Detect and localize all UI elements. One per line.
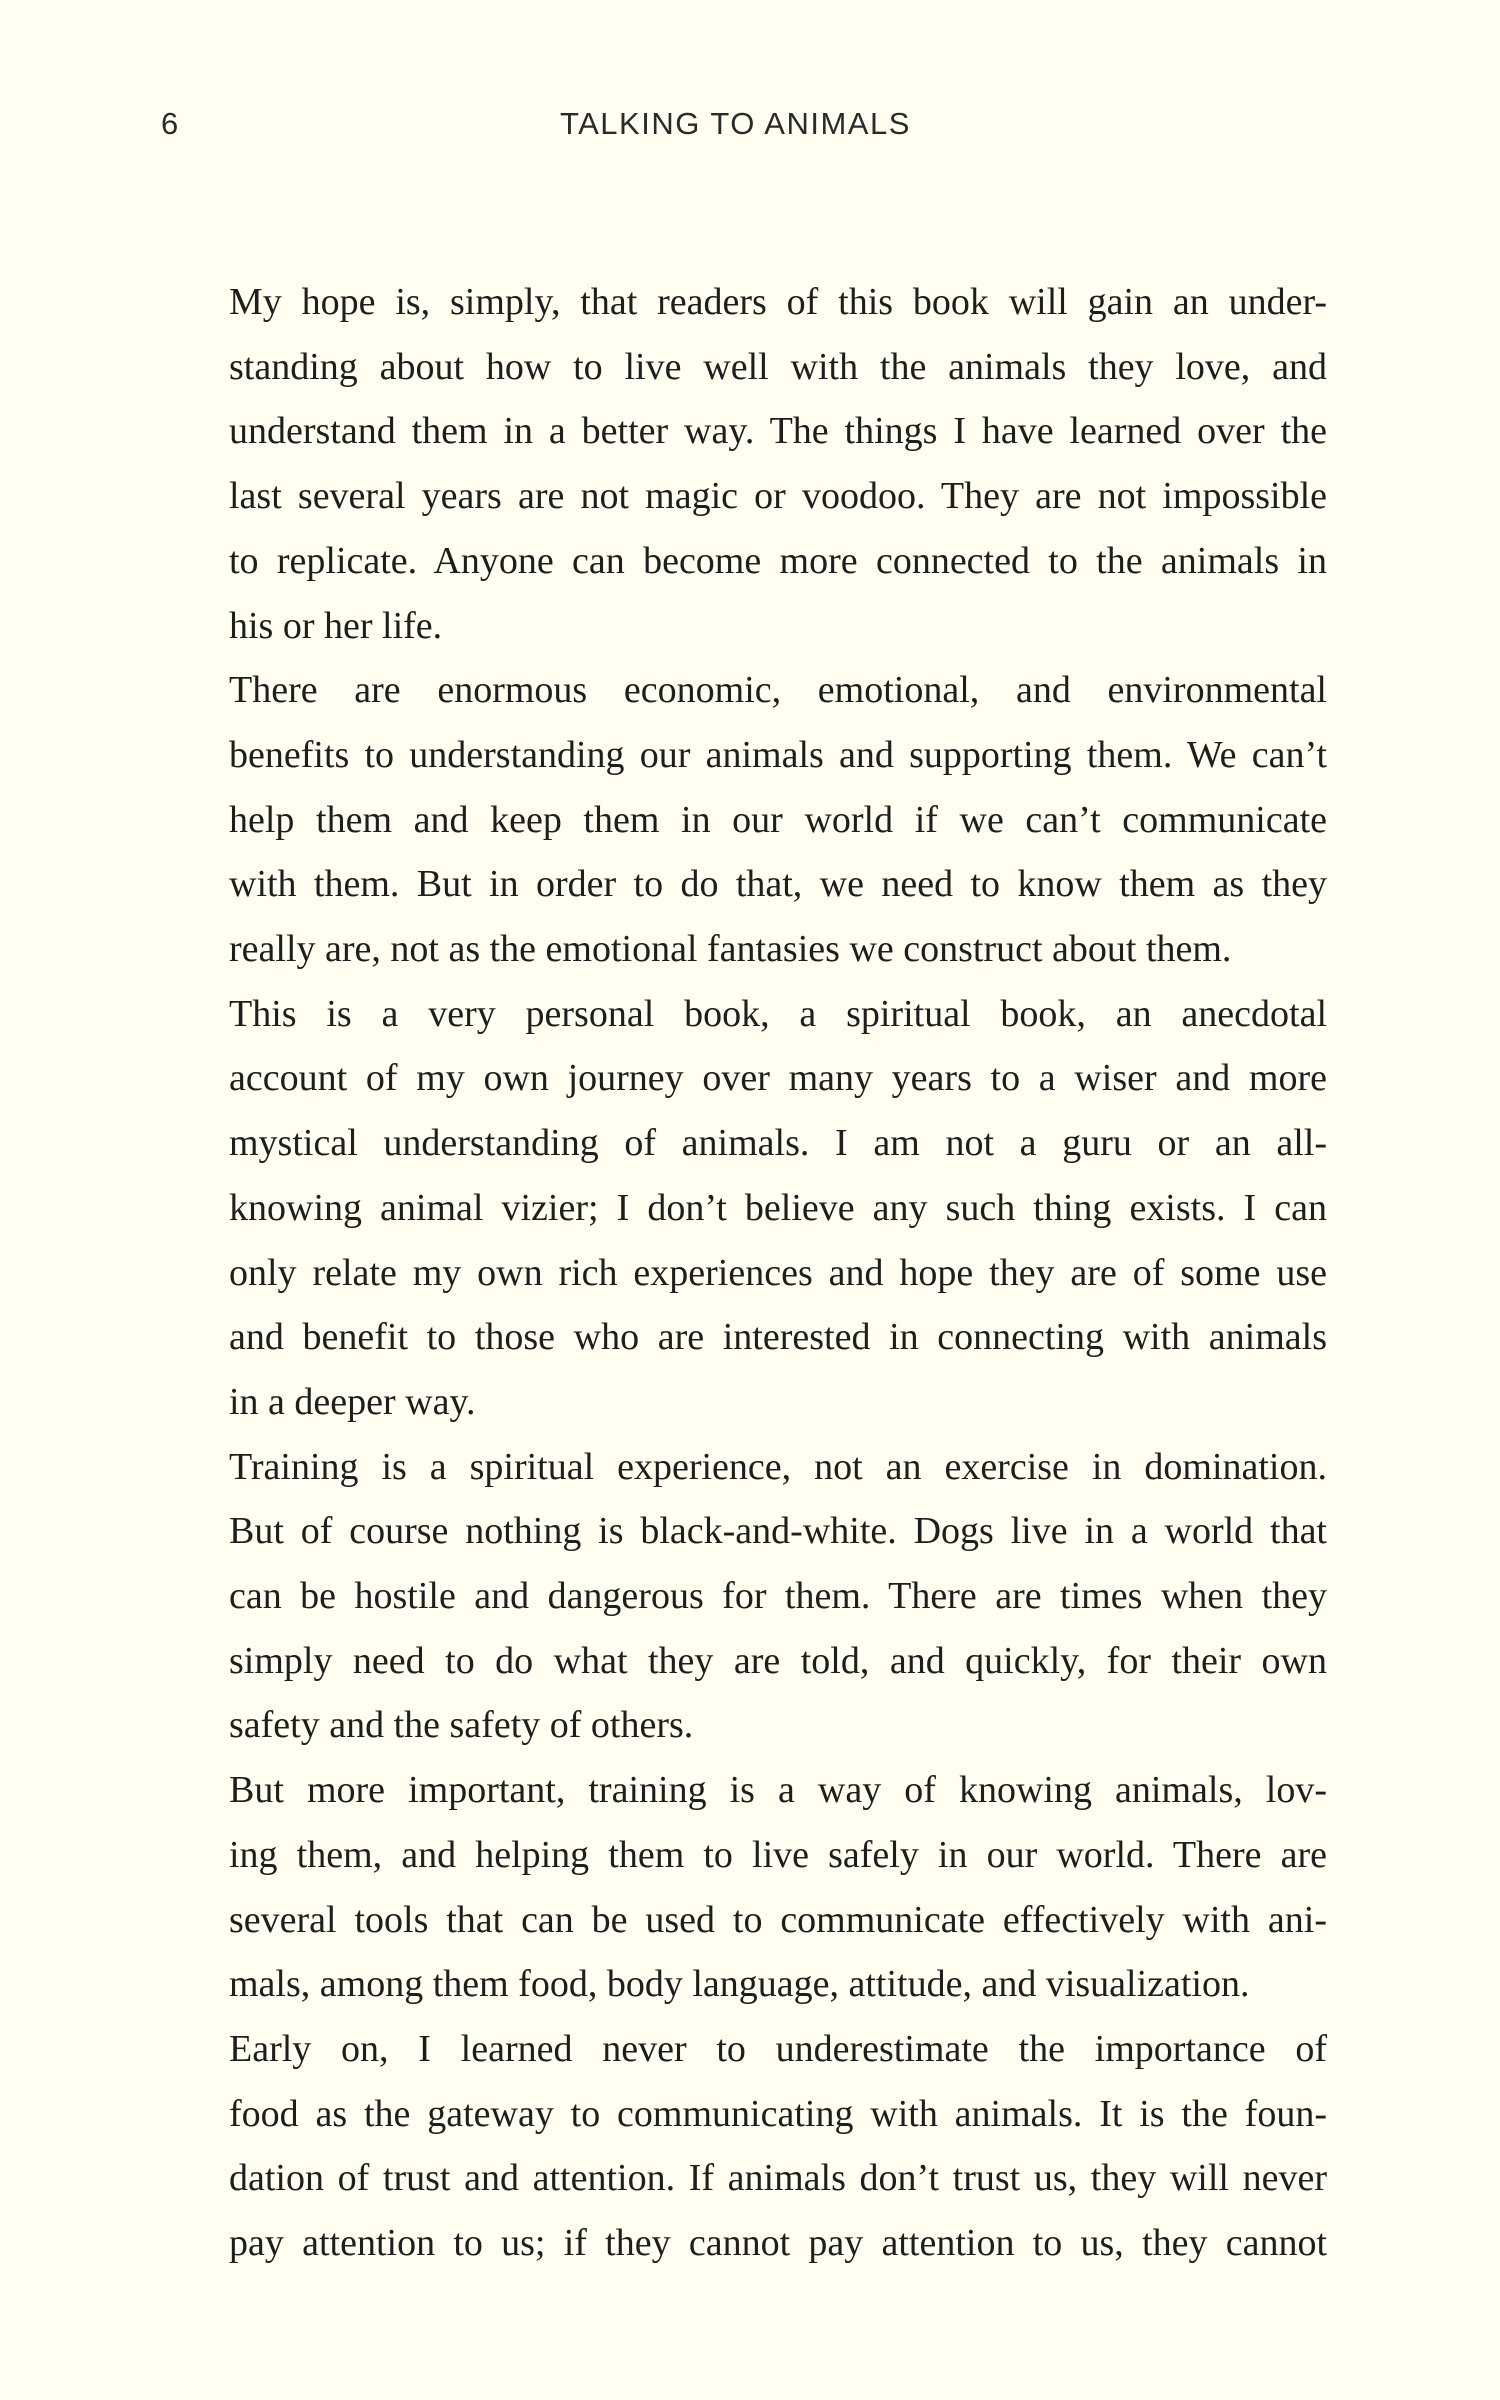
text-line: to replicate. Anyone can become more connected to the animals in [229, 539, 1327, 582]
paragraph [161, 1758, 1327, 2017]
paragraph [161, 982, 1327, 1435]
paragraph [161, 658, 1327, 982]
text-line: only relate my own rich experiences and hope they are of some use [229, 1251, 1327, 1294]
text-line: his or her life. [229, 604, 443, 647]
text-line: This is a very personal book, a spiritual book, an anecdotal [229, 992, 1327, 1035]
text-line: ing them, and helping them to live safely in our world. There are [229, 1833, 1327, 1876]
running-head [0, 100, 1500, 160]
text-line: in a deeper way. [229, 1380, 476, 1423]
text-line: simply need to do what they are told, and quickly, for their own [229, 1639, 1327, 1682]
text-line: But more important, training is a way of knowing animals, lov- [229, 1769, 1327, 1812]
text-line: last several years are not magic or voodoo. They are not impossible [229, 475, 1327, 518]
text-line: food as the gateway to communicating with animals. It is the foun- [229, 2092, 1327, 2135]
text-line: dation of trust and attention. If animals don’t trust us, they will never [229, 2157, 1327, 2200]
text-line: can be hostile and dangerous for them. There are times when they [229, 1575, 1327, 1618]
paragraph [161, 270, 1327, 658]
text-line: account of my own journey over many years to a wiser and more [229, 1057, 1327, 1100]
text-line: understand them in a better way. The things I have learned over the [229, 410, 1327, 453]
text-line: pay attention to us; if they cannot pay attention to us, they cannot [229, 2222, 1327, 2265]
text-line: several tools that can be used to communicate effectively with ani- [229, 1898, 1327, 1941]
text-line: standing about how to live well with the animals they love, and [229, 345, 1327, 388]
paragraph [161, 1435, 1327, 1759]
paragraph [161, 2017, 1327, 2276]
body-text [161, 270, 1327, 2276]
text-line: benefits to understanding our animals and supporting them. We can’t [229, 733, 1327, 776]
text-line: help them and keep them in our world if we can’t communicate [229, 798, 1327, 841]
text-line: safety and the safety of others. [229, 1704, 694, 1747]
text-line: Training is a spiritual experience, not an exercise in domination. [229, 1445, 1327, 1488]
text-line: My hope is, simply, that readers of this book will gain an under- [229, 281, 1327, 323]
page-number: 6 [161, 106, 180, 141]
text-line: knowing animal vizier; I don’t believe any such thing exists. I can [229, 1186, 1327, 1229]
running-title: TALKING TO ANIMALS [560, 106, 911, 141]
text-line: really are, not as the emotional fantasies we construct about them. [229, 928, 1232, 971]
text-line: with them. But in order to do that, we need to know them as they [229, 863, 1327, 906]
text-line: There are enormous economic, emotional, and environmental [229, 669, 1327, 712]
text-line: But of course nothing is black-and-white. Dogs live in a world that [229, 1510, 1327, 1553]
text-line: mals, among them food, body language, attitude, and visualization. [229, 1963, 1250, 2006]
text-line: and benefit to those who are interested in connecting with animals [229, 1316, 1327, 1359]
text-line: Early on, I learned never to underestimate the importance of [229, 2027, 1327, 2070]
text-line: mystical understanding of animals. I am not a guru or an all- [229, 1122, 1327, 1165]
